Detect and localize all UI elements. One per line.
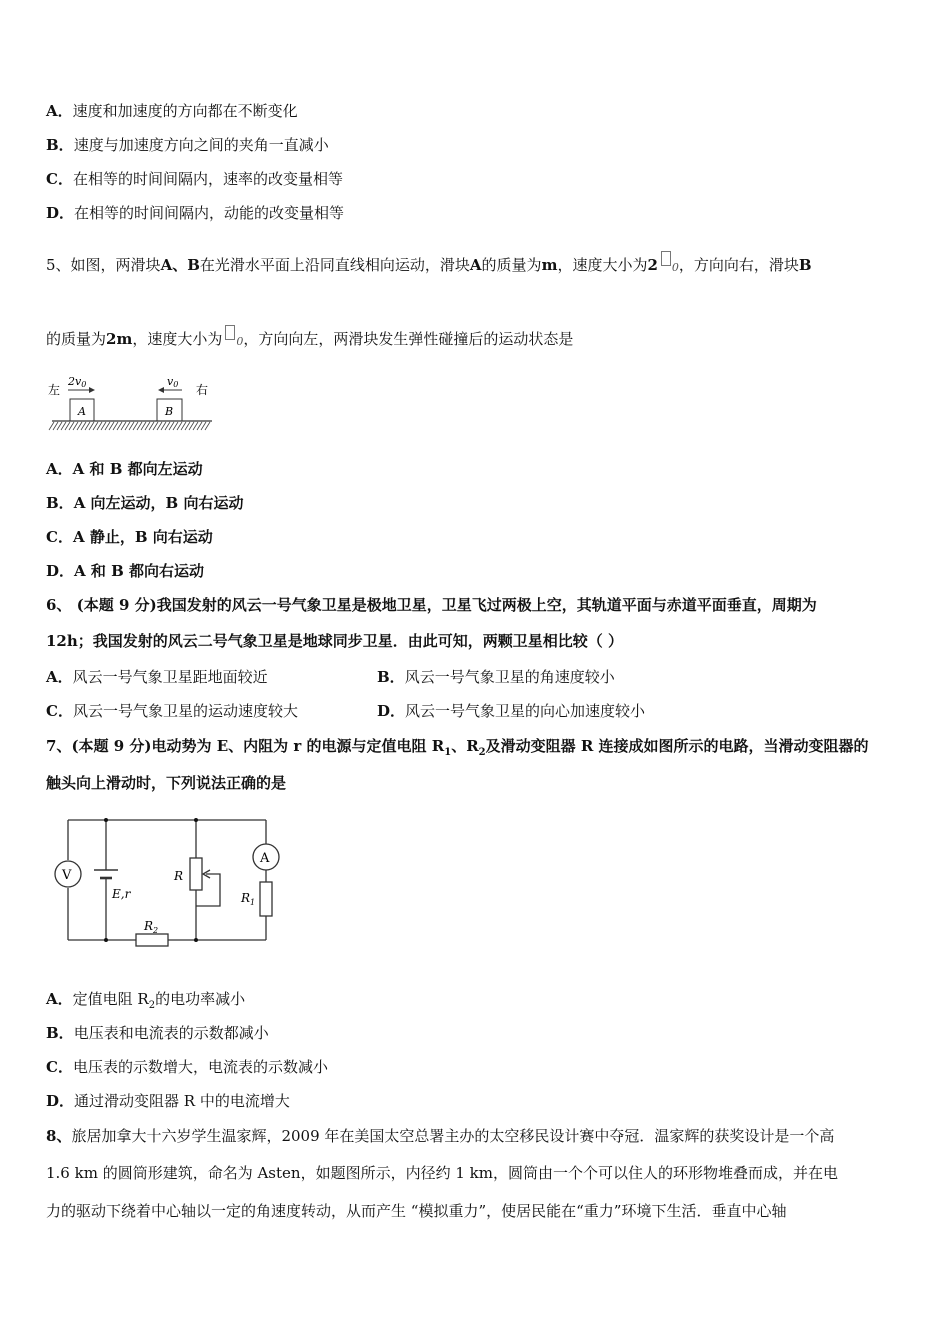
hatch-stroke	[105, 422, 110, 430]
r2-body	[136, 934, 168, 946]
block-a-label: A	[78, 405, 86, 418]
hatch-stroke	[141, 422, 146, 430]
q5-text: 在光滑水平面上沿同直线相向运动，滑块	[199, 256, 470, 274]
option-letter: C．	[46, 170, 73, 188]
subscript: 2	[478, 747, 486, 758]
hatch-stroke	[149, 422, 154, 430]
option-letter: B．	[46, 494, 74, 512]
q7-text: (本题 9 分)电动势为 E、内阻为 r 的电源与定值电阻 R	[71, 737, 445, 755]
hatch-stroke	[113, 422, 118, 430]
subscript: 1	[444, 747, 452, 758]
q4-option-b	[46, 134, 329, 156]
junction-dot	[194, 938, 198, 942]
missing-glyph-box	[661, 251, 671, 266]
hatch-stroke	[181, 422, 186, 430]
hatch-stroke	[53, 422, 58, 430]
hatch-stroke	[145, 422, 150, 430]
option-letter: A．	[46, 668, 73, 686]
option-text: 的电功率减小	[155, 990, 246, 1008]
q5-text: B	[798, 256, 812, 274]
missing-glyph-box	[225, 325, 235, 340]
q6-option-a	[46, 666, 268, 688]
q6-text: 12h；我国发射的风云二号气象卫星是地球同步卫星．由此可知，两颗卫星相比较（ ）	[46, 632, 624, 650]
q5-text: ，方向向左，两滑块发生弹性碰撞后的运动状态是	[243, 330, 574, 348]
v0-subscript: 0	[236, 335, 244, 348]
junction-dot	[104, 818, 108, 822]
option-text: 在相等的时间间隔内，动能的改变量相等	[74, 204, 345, 222]
subscript: 2	[148, 1000, 156, 1011]
q4-option-d	[46, 202, 344, 224]
q5-text: 2m	[106, 330, 133, 348]
q7-option-d	[46, 1090, 290, 1112]
hatch-stroke	[189, 422, 194, 430]
left-label: 左	[48, 383, 61, 397]
q5-stem-line2	[46, 325, 573, 353]
hatch-stroke	[109, 422, 114, 430]
q8-stem-line3	[46, 1200, 786, 1222]
block-b-label: B	[165, 405, 174, 418]
rheostat-body	[190, 858, 202, 890]
source-label: E,r	[112, 887, 131, 901]
q5-text: 2	[647, 256, 658, 274]
q7-stem-line1	[46, 735, 869, 764]
hatch-stroke	[61, 422, 66, 430]
option-text: 电压表的示数增大，电流表的示数减小	[72, 1058, 328, 1076]
option-letter: D．	[46, 562, 75, 580]
hatch-stroke	[205, 422, 210, 430]
circuit-diagram	[50, 812, 286, 952]
hatch-stroke	[161, 422, 166, 430]
hatch-stroke	[197, 422, 202, 430]
hatch-stroke	[117, 422, 122, 430]
option-text: 通过滑动变阻器 R 中的电流增大	[74, 1092, 290, 1110]
hatch-stroke	[177, 422, 182, 430]
hatch-stroke	[129, 422, 134, 430]
q4-option-a	[46, 100, 298, 122]
hatch-stroke	[49, 422, 54, 430]
q7-text: 触头向上滑动时，下列说法正确的是	[46, 774, 287, 792]
q7-stem-line2	[46, 772, 286, 794]
hatch-stroke	[133, 422, 138, 430]
r1-body	[260, 882, 272, 916]
q5-option-b	[46, 492, 243, 514]
junction-dot	[194, 818, 198, 822]
collision-figure	[46, 370, 216, 434]
question-number: 6、	[46, 596, 72, 614]
right-label: 右	[196, 383, 209, 397]
hatch-stroke	[121, 422, 126, 430]
v0-subscript: 0	[671, 261, 679, 274]
option-letter: D．	[46, 204, 75, 222]
option-text: A 和 B 都向右运动	[74, 562, 204, 580]
q5-text: A、B	[160, 256, 200, 274]
option-letter: C．	[46, 528, 73, 546]
q4-option-c	[46, 168, 343, 190]
hatch-stroke	[173, 422, 178, 430]
q5-option-c	[46, 526, 213, 548]
q5-text: A	[469, 256, 482, 274]
q5-text: 的质量为	[481, 256, 542, 274]
q7-option-b	[46, 1022, 269, 1044]
q5-option-d	[46, 560, 204, 582]
q5-text: ，方向向右，滑块	[678, 256, 799, 274]
option-letter: B．	[46, 136, 74, 154]
hatch-stroke	[169, 422, 174, 430]
velocity-b-label: v0	[167, 375, 179, 389]
option-letter: D．	[46, 1092, 75, 1110]
voltmeter-label: V	[62, 868, 72, 883]
r2-label: $R_2$	[144, 919, 159, 935]
hatch-stroke	[185, 422, 190, 430]
q6-stem-line2	[46, 630, 623, 652]
q5-text: m	[541, 256, 558, 274]
ground-hatching	[49, 422, 210, 430]
hatch-stroke	[193, 422, 198, 430]
q6-text: (本题 9 分)我国发射的风云一号气象卫星是极地卫星，卫星飞过两极上空，其轨道平面与赤道平面垂直，周期为	[76, 596, 817, 614]
hatch-stroke	[69, 422, 74, 430]
hatch-stroke	[137, 422, 142, 430]
hatch-stroke	[125, 422, 130, 430]
hatch-stroke	[201, 422, 206, 430]
hatch-stroke	[153, 422, 158, 430]
hatch-stroke	[77, 422, 82, 430]
option-letter: A．	[46, 990, 73, 1008]
hatch-stroke	[101, 422, 106, 430]
q5-text: ，速度大小为	[132, 330, 223, 348]
rheostat-label: R	[174, 869, 184, 883]
q7-option-c	[46, 1056, 328, 1078]
option-letter: B．	[377, 668, 405, 686]
question-number: 5、	[46, 256, 71, 274]
option-text: 速度和加速度的方向都在不断变化	[72, 102, 298, 120]
option-letter: D．	[377, 702, 406, 720]
hatch-stroke	[81, 422, 86, 430]
ammeter-label: A	[260, 851, 270, 866]
option-text: 风云一号气象卫星距地面较近	[72, 668, 268, 686]
q5-text: 的质量为	[46, 330, 107, 348]
option-text: A 静止，B 向右运动	[72, 528, 213, 546]
option-text: 风云一号气象卫星的角速度较小	[404, 668, 615, 686]
option-letter: B．	[46, 1024, 74, 1042]
option-text: 风云一号气象卫星的向心加速度较小	[405, 702, 646, 720]
hatch-stroke	[73, 422, 78, 430]
q8-stem-line2	[46, 1162, 838, 1184]
hatch-stroke	[93, 422, 98, 430]
q8-text: 力的驱动下绕着中心轴以一定的角速度转动，从而产生 “模拟重力”，使居民能在“重力”环境下生活．垂直中心轴	[46, 1202, 787, 1220]
q5-text: ，速度大小为	[557, 256, 648, 274]
option-text: 风云一号气象卫星的运动速度较大	[72, 702, 298, 720]
option-text: A 向左运动，B 向右运动	[73, 494, 244, 512]
hatch-stroke	[157, 422, 162, 430]
option-letter: C．	[46, 1058, 73, 1076]
q5-option-a	[46, 458, 203, 480]
q8-stem-line1	[46, 1125, 834, 1147]
hatch-stroke	[97, 422, 102, 430]
q8-text: 旅居加拿大十六岁学生温家辉，2009 年在美国太空总署主办的太空移民设计赛中夺冠．温家辉的获奖设计是一个高	[71, 1127, 835, 1145]
option-letter: A．	[46, 102, 73, 120]
q6-option-b	[377, 666, 615, 688]
option-text: A 和 B 都向左运动	[72, 460, 203, 478]
question-number: 8、	[46, 1127, 72, 1145]
hatch-stroke	[85, 422, 90, 430]
q5-text: 如图，两滑块	[70, 256, 161, 274]
hatch-stroke	[57, 422, 62, 430]
option-letter: A．	[46, 460, 73, 478]
q5-stem-line1	[46, 251, 812, 279]
q8-text: 1.6 km 的圆筒形建筑，命名为 Asten，如题图所示，内径约 1 km，圆筒由一个个可以住人的环形物堆叠而成，并在电	[46, 1164, 838, 1182]
hatch-stroke	[165, 422, 170, 430]
option-text: 定值电阻 R	[72, 990, 149, 1008]
q7-text: 及滑动变阻器 R 连接成如图所示的电路，当滑动变阻器的	[485, 737, 869, 755]
option-text: 速度与加速度方向之间的夹角一直减小	[73, 136, 329, 154]
option-text: 在相等的时间间隔内，速率的改变量相等	[72, 170, 343, 188]
hatch-stroke	[65, 422, 70, 430]
option-text: 电压表和电流表的示数都减小	[73, 1024, 269, 1042]
question-number: 7、	[46, 737, 72, 755]
q6-stem-line1	[46, 594, 817, 616]
option-letter: C．	[46, 702, 73, 720]
q6-option-c	[46, 700, 298, 722]
junction-dot	[104, 938, 108, 942]
q7-text: 、R	[451, 737, 479, 755]
q7-option-a	[46, 988, 245, 1017]
hatch-stroke	[89, 422, 94, 430]
r1-label: $R_1$	[241, 891, 256, 907]
q6-option-d	[377, 700, 645, 722]
velocity-a-label: 2v0	[68, 375, 87, 389]
